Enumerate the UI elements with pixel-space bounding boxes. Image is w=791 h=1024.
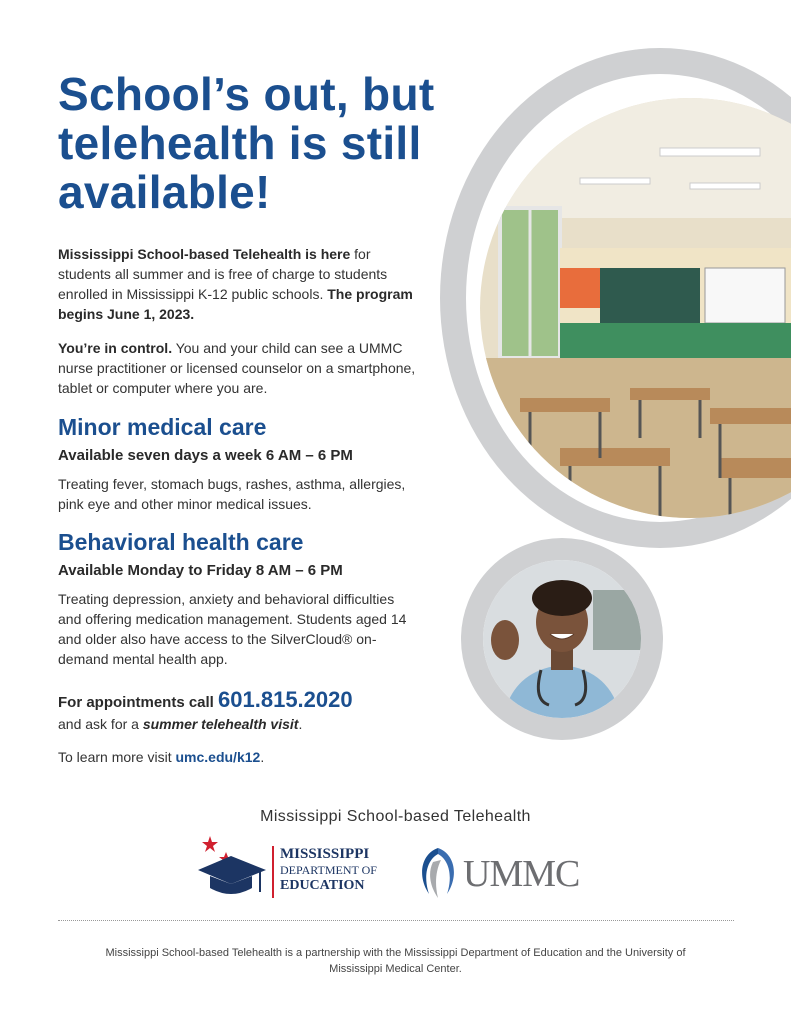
- behavioral-care-description: Treating depression, anxiety and behavioral difficulties and offering medication management. Students aged 14 and older also have access to the SilverCloud® on-demand mental health app.: [58, 591, 407, 667]
- control-bold-lead: You’re in control.: [58, 340, 173, 356]
- ummc-logo: [415, 846, 605, 902]
- graduation-cap-icon: [196, 832, 276, 902]
- mde-logo-line1: MISSISSIPPI: [280, 846, 370, 862]
- learn-more-link[interactable]: umc.edu/k12: [175, 749, 261, 765]
- ask-prefix: and ask for a: [58, 716, 143, 732]
- mde-logo-line3: EDUCATION: [280, 878, 365, 893]
- partnership-note: Mississippi School-based Telehealth is a partnership with the Mississippi Department of Education and the University of Mississippi Medical Center.: [105, 947, 686, 975]
- ummc-logo-text: UMMC: [463, 853, 580, 895]
- mde-logo: [196, 832, 386, 902]
- phone-number[interactable]: 601.815.2020: [218, 687, 353, 712]
- appointments-line: [58, 688, 353, 715]
- learn-more-suffix: .: [260, 749, 265, 765]
- control-text: You and your child can see a UMMC nurse practitioner or licensed counselor on a smartphone, tablet or computer where you are.: [58, 340, 416, 396]
- ask-suffix: .: [298, 716, 303, 732]
- page-title: School’s out, but telehealth is still available!: [58, 68, 435, 218]
- visit-type: summer telehealth visit: [142, 716, 299, 732]
- student-photo: [483, 560, 641, 718]
- intro-paragraph: [58, 244, 418, 324]
- intro-bold-lead: Mississippi School-based Telehealth is here: [58, 246, 351, 262]
- minor-care-description: Treating fever, stomach bugs, rashes, asthma, allergies, pink eye and other minor medical issues.: [58, 476, 406, 512]
- learn-more-line: [58, 747, 264, 767]
- minor-care-heading: Minor medical care: [58, 414, 267, 440]
- intro-text: for students all summer and is free of charge to students enrolled in Mississippi K-12 public schools.: [58, 246, 388, 302]
- program-title: Mississippi School-based Telehealth: [260, 808, 531, 825]
- footer-divider: [58, 920, 734, 921]
- minor-care-hours: Available seven days a week 6 AM – 6 PM: [58, 447, 353, 464]
- learn-more-prefix: To learn more visit: [58, 749, 176, 765]
- control-paragraph: [58, 338, 420, 398]
- behavioral-care-hours: Available Monday to Friday 8 AM – 6 PM: [58, 562, 343, 579]
- behavioral-care-heading: Behavioral health care: [58, 529, 304, 555]
- ummc-emblem-icon: [415, 846, 461, 900]
- program-start-date: The program begins June 1, 2023.: [58, 286, 413, 322]
- student-illustration: [483, 560, 641, 718]
- mde-logo-line2: DEPARTMENT OF: [280, 863, 377, 877]
- ask-line: [58, 714, 302, 734]
- appointments-lead: For appointments call: [58, 694, 219, 711]
